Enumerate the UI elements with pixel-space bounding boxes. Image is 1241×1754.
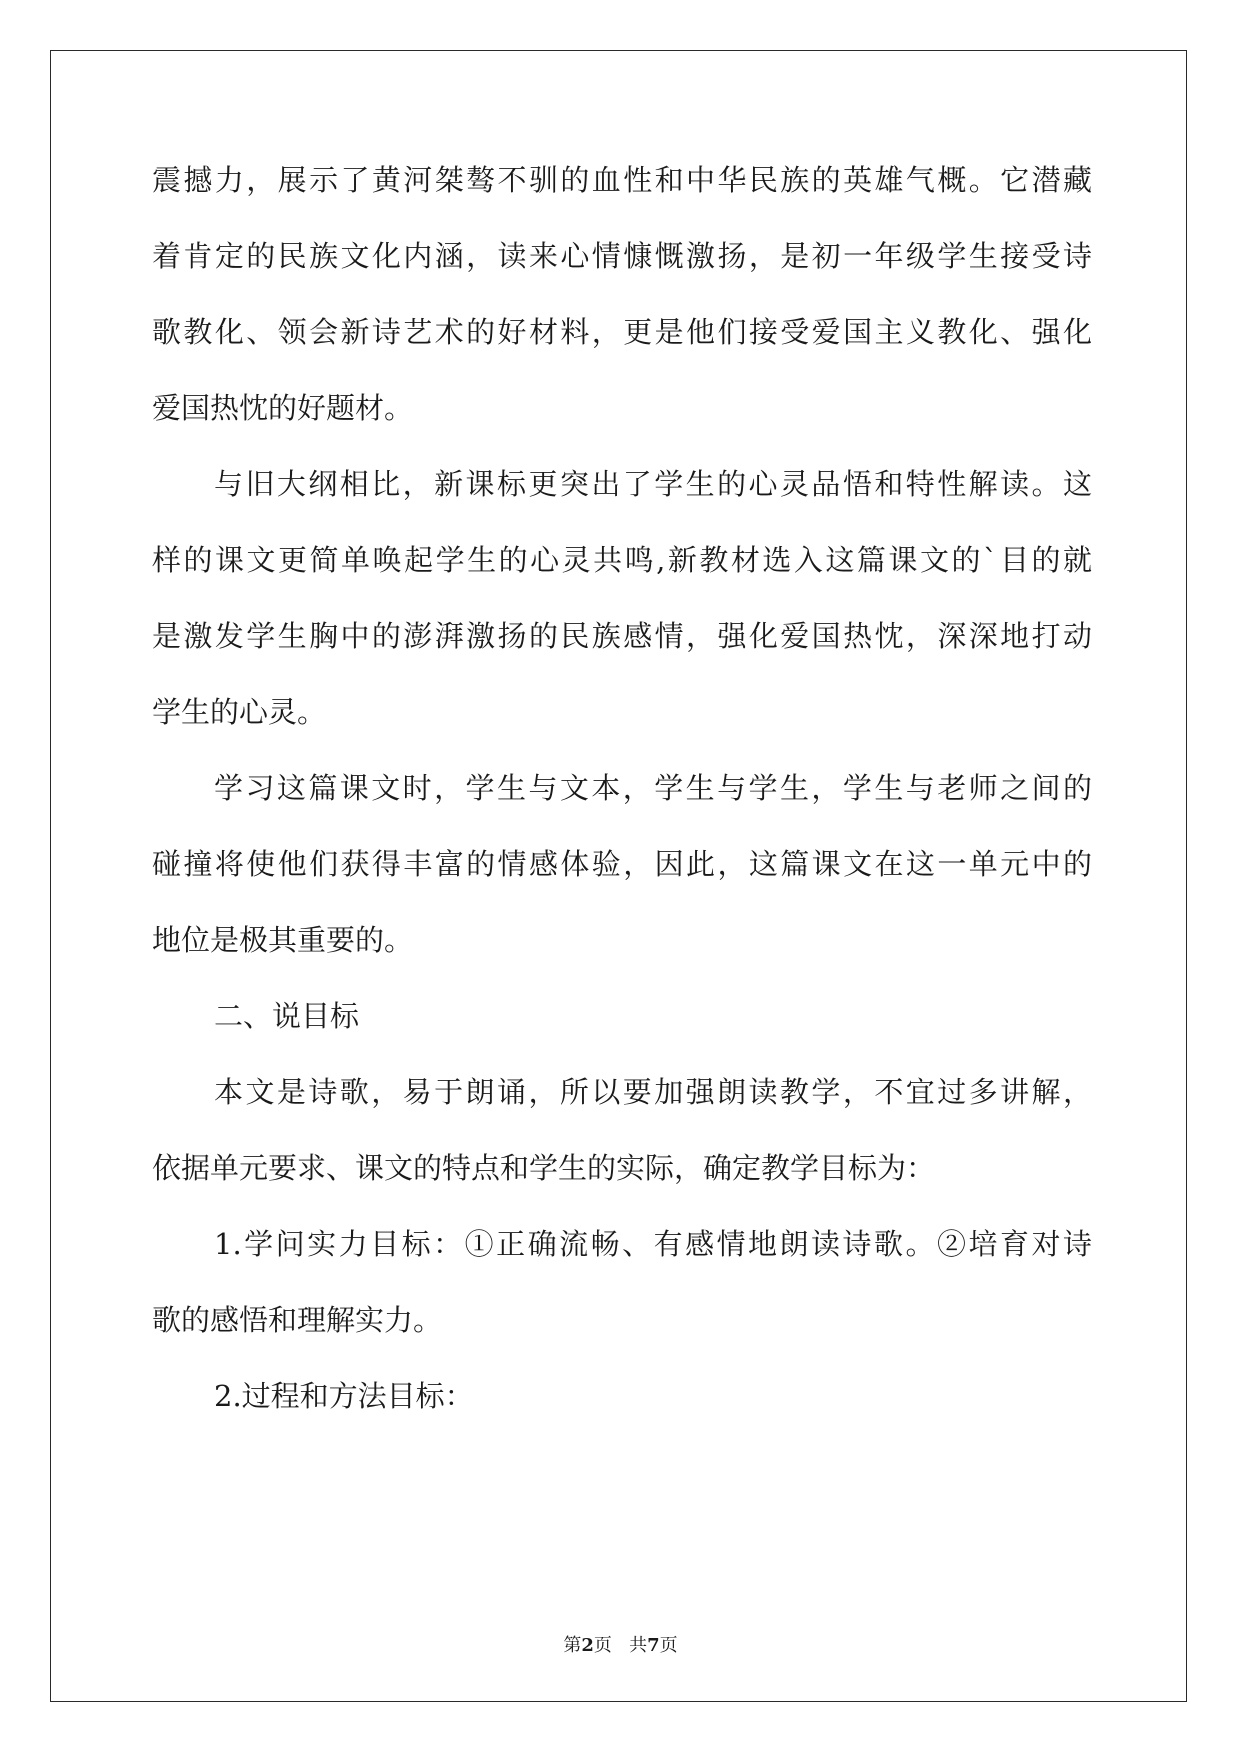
text-line: 地位是极其重要的。 (152, 923, 414, 957)
footer-total-number: 7 (647, 1635, 660, 1656)
text-line: 学生的心灵。 (152, 695, 327, 729)
section-heading: 二、说目标 (214, 999, 360, 1033)
text-line: 学习这篇课文时，学生与文本，学生与学生，学生与老师之间的 (214, 771, 1092, 805)
text-line: 震撼力，展示了黄河桀骜不驯的血性和中华民族的英雄气概。它潜藏 (152, 163, 1092, 197)
text-line: 爱国热忱的好题材。 (152, 391, 414, 425)
text-line: 1.学问实力目标：①正确流畅、有感情地朗读诗歌。②培育对诗 (214, 1227, 1092, 1261)
page-footer (0, 1634, 1241, 1658)
text-line: 着肯定的民族文化内涵，读来心情慷慨激扬，是初一年级学生接受诗 (152, 239, 1092, 273)
text-line: 歌的感悟和理解实力。 (152, 1303, 443, 1337)
text-line: 与旧大纲相比，新课标更突出了学生的心灵品悟和特性解读。这 (214, 467, 1092, 501)
footer-page-number: 2 (581, 1635, 594, 1656)
footer-page-prefix: 第 (563, 1635, 582, 1656)
text-line: 依据单元要求、课文的特点和学生的实际，确定教学目标为： (152, 1151, 936, 1185)
text-line: 2.过程和方法目标： (214, 1379, 474, 1413)
text-line: 本文是诗歌，易于朗诵，所以要加强朗读教学，不宜过多讲解， (214, 1075, 1092, 1109)
text-line: 样的课文更简单唤起学生的心灵共鸣,新教材选入这篇课文的`目的就 (152, 543, 1092, 577)
text-line: 是激发学生胸中的澎湃激扬的民族感情，强化爱国热忱，深深地打动 (152, 619, 1092, 653)
footer-total-suffix: 页 (659, 1635, 678, 1656)
text-line: 歌教化、领会新诗艺术的好材料，更是他们接受爱国主义教化、强化 (152, 315, 1092, 349)
footer-page-suffix: 页 (593, 1635, 612, 1656)
text-line: 碰撞将使他们获得丰富的情感体验，因此，这篇课文在这一单元中的 (152, 847, 1092, 881)
footer-total-prefix: 共 (629, 1635, 648, 1656)
